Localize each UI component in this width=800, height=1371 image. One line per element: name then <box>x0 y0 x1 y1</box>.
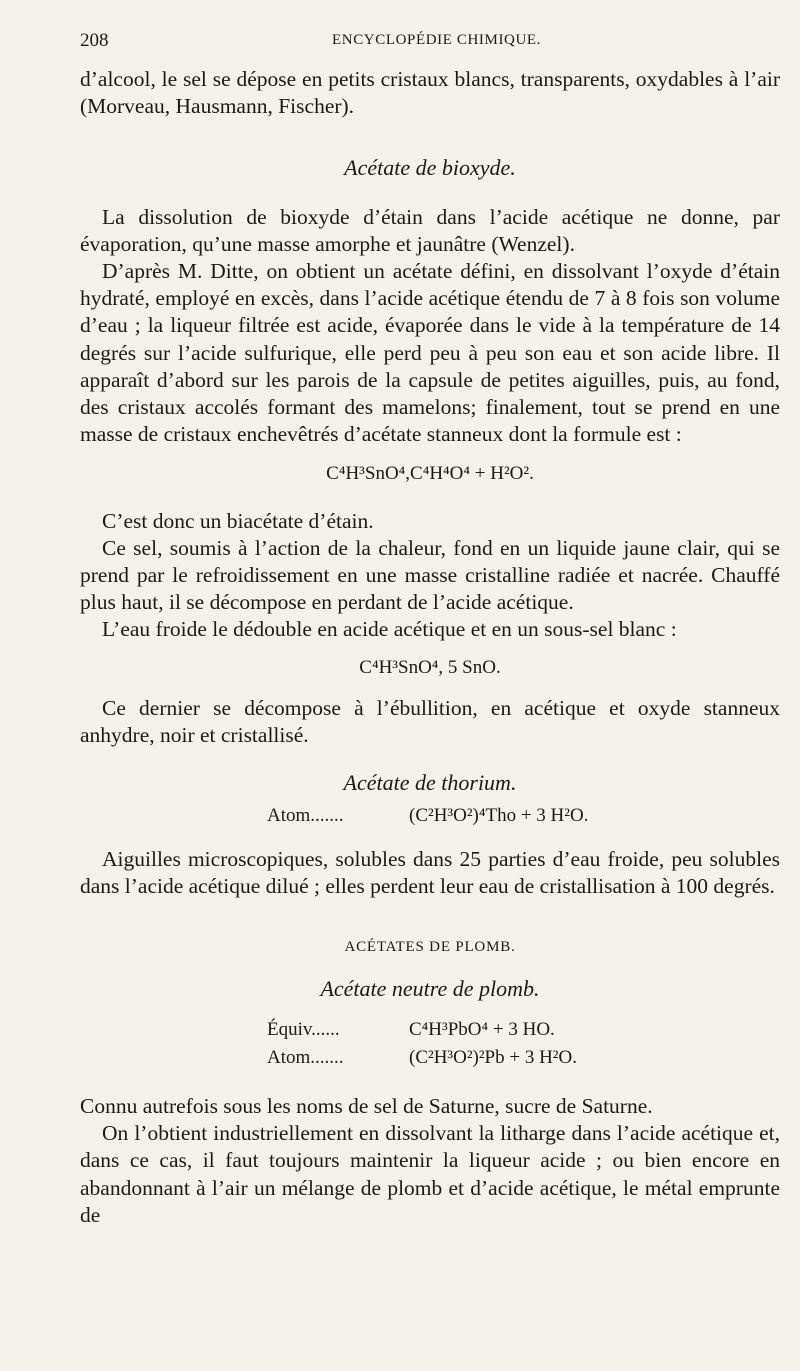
formula-value: (C²H³O²)²Pb + 3 H²O. <box>409 1046 577 1068</box>
formula-value: C⁴H³PbO⁴ + 3 HO. <box>409 1019 555 1041</box>
formula-label: Équiv...... <box>267 1019 340 1041</box>
paragraph-7: Ce dernier se décompose à l’ébullition, en acétique et oxyde stanneux anhydre, noir et cristallisé. <box>80 695 780 748</box>
paragraph-4: C’est donc un biacétate d’étain. <box>102 508 374 533</box>
formula-label: Atom....... <box>267 1046 344 1068</box>
paragraph-3: D’après M. Ditte, on obtient un acétate défini, en dissolvant l’oxyde d’étain hydraté, employé en excès, dans l’acide acétique étendu de 7 à 8 fois son volume d’eau ; la liqueur filtrée est acide, évaporée dans le vide à la température de 14 degrés sur l’acide sulfurique, elle perd peu à peu son eau et son acide libre. Il apparaît d’abord sur les parois de la capsule de petites aiguilles, puis, au fond, des cristaux accolés formant des mamelons; finalement, tout se prend en une masse de cristaux enchevêtrés d’acétate stanneux dont la formule est : <box>80 259 780 447</box>
formula-sous-sel: C⁴H³SnO⁴, 5 SnO. <box>359 656 501 678</box>
paragraph-5: Ce sel, soumis à l’action de la chaleur, fond en un liquide jaune clair, qui se prend par le refroidissement en une masse cristalline radiée et nacrée. Chauffé plus haut, il se décompose en perdant de l’acide acétique. <box>80 535 780 615</box>
paragraph-6: L’eau froide le dédouble en acide acétique et en un sous-sel blanc : <box>102 617 677 642</box>
formula-equiv <box>80 1016 780 1043</box>
heading-acetate-bioxyde: Acétate de bioxyde. <box>344 155 516 181</box>
heading-acetate-neutre-de-plomb: Acétate neutre de plomb. <box>320 976 540 1002</box>
paragraph-9: Connu autrefois sous les noms de sel de Saturne, sucre de Saturne. <box>80 1093 653 1118</box>
paragraph-1: d’alcool, le sel se dépose en petits cristaux blancs, transparents, oxydables à l’air (Morveau, Hausmann, Fischer). <box>80 67 780 119</box>
formula-thorium <box>80 802 780 829</box>
running-title: ENCYCLOPÉDIE CHIMIQUE. <box>332 32 542 48</box>
page-header <box>80 30 780 56</box>
page-number: 208 <box>80 30 109 51</box>
formula-atom <box>80 1044 780 1071</box>
formula-biacetate: C⁴H³SnO⁴,C⁴H⁴O⁴ + H²O². <box>326 463 534 485</box>
formula-value: (C²H³O²)⁴Tho + 3 H²O. <box>409 805 589 827</box>
paragraph-8: Aiguilles microscopiques, solubles dans 25 parties d’eau froide, peu solubles dans l’acide acétique dilué ; elles perdent leur eau de cristallisation à 100 degrés. <box>80 846 780 898</box>
paragraph-10: On l’obtient industriellement en dissolvant la litharge dans l’acide acétique et, dans ce cas, il faut toujours maintenir la liqueur acide ; ou bien encore en abandonnant à l’air un mélange de plomb et d’acide acétique, le métal emprunte de <box>80 1121 780 1227</box>
paragraph-2: La dissolution de bioxyde d’étain dans l’acide acétique ne donne, par évaporation, qu’une masse amorphe et jaunâtre (Wenzel). <box>80 204 780 256</box>
page-body <box>80 66 780 1229</box>
section-heading-acetates-de-plomb: ACÉTATES DE PLOMB. <box>344 939 516 956</box>
formula-label: Atom....... <box>267 805 344 827</box>
heading-acetate-thorium: Acétate de thorium. <box>343 770 517 796</box>
